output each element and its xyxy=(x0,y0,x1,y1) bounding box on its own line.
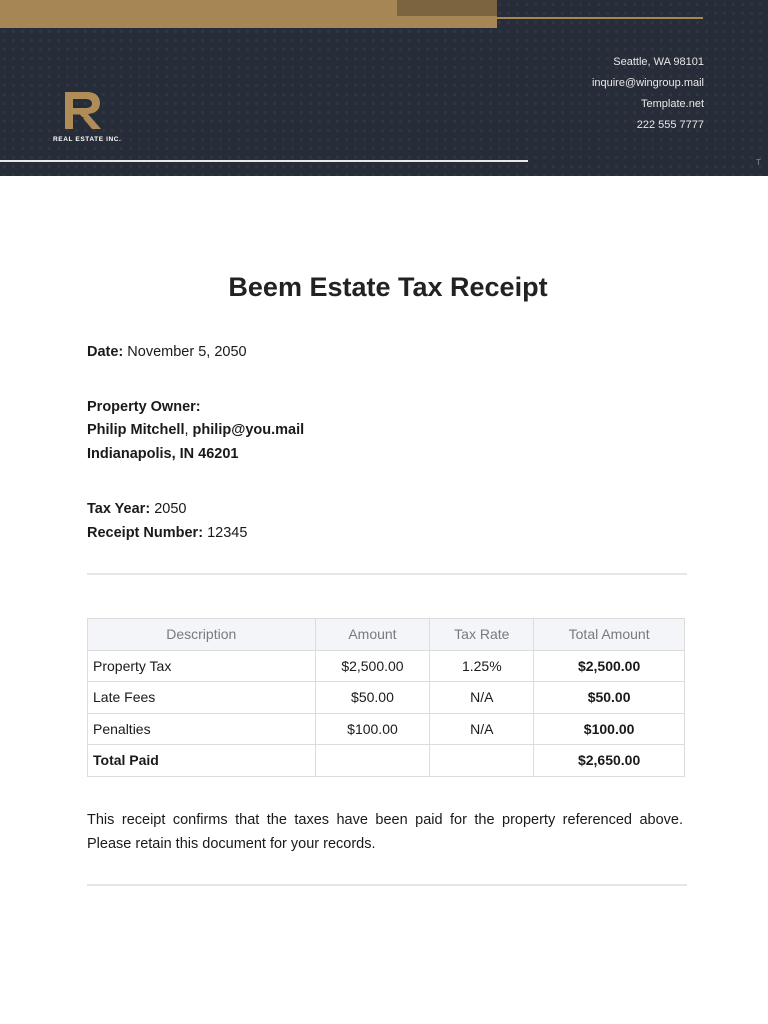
owner-name: Philip Mitchell xyxy=(87,422,185,438)
letterhead-header xyxy=(0,0,768,176)
date-label: Date: xyxy=(87,344,124,360)
row-description: Penalties xyxy=(88,713,316,745)
page-title: Beem Estate Tax Receipt xyxy=(228,272,548,302)
section-divider xyxy=(87,573,687,575)
confirmation-note: This receipt confirms that the taxes have been paid for the property referenced above. Please retain this document for your records. xyxy=(87,812,683,852)
tax-year-value: 2050 xyxy=(154,501,187,517)
row-amount: $50.00 xyxy=(315,682,430,714)
contact-website[interactable]: Template.net xyxy=(641,98,704,110)
total-rate-empty xyxy=(430,745,534,777)
row-total-amount: $100.00 xyxy=(534,713,685,745)
tax-year-field xyxy=(87,499,186,519)
owner-address: Indianapolis, IN 46201 xyxy=(87,446,239,462)
tax-receipt-table xyxy=(87,618,685,777)
header-description: Description xyxy=(88,619,316,651)
tax-year-label: Tax Year: xyxy=(87,501,151,517)
logo-text: REAL ESTATE INC. xyxy=(53,136,122,143)
row-amount: $2,500.00 xyxy=(315,650,430,682)
company-logo xyxy=(53,90,125,146)
row-tax-rate: N/A xyxy=(430,682,534,714)
row-total-amount: $50.00 xyxy=(534,682,685,714)
header-divider-line xyxy=(0,160,528,162)
footer-divider xyxy=(87,884,687,886)
row-tax-rate: 1.25% xyxy=(430,650,534,682)
owner-label: Property Owner: xyxy=(87,399,201,415)
gold-accent-shade xyxy=(397,0,497,16)
table-header-row xyxy=(88,619,685,651)
table-row xyxy=(88,650,685,682)
r-monogram-icon xyxy=(63,90,109,132)
total-paid-value: $2,650.00 xyxy=(534,745,685,777)
contact-info xyxy=(592,52,704,136)
template-mark: T xyxy=(756,158,761,167)
row-description: Property Tax xyxy=(88,650,316,682)
header-tax-rate: Tax Rate xyxy=(430,619,534,651)
header-amount: Amount xyxy=(315,619,430,651)
receipt-number-value: 12345 xyxy=(207,525,248,541)
date-value: November 5, 2050 xyxy=(127,344,247,360)
date-field xyxy=(87,342,247,362)
gold-accent-line xyxy=(497,17,703,19)
row-total-amount: $2,500.00 xyxy=(534,650,685,682)
table-row xyxy=(88,713,685,745)
contact-address: Seattle, WA 98101 xyxy=(613,56,704,68)
owner-email: philip@you.mail xyxy=(192,422,305,438)
total-row xyxy=(88,745,685,777)
table-row xyxy=(88,682,685,714)
receipt-number-field xyxy=(87,523,247,543)
contact-email[interactable]: inquire@wingroup.mail xyxy=(591,77,704,89)
owner-contact: Philip Mitchell, philip@you.mail xyxy=(87,422,305,438)
contact-phone: 222 555 7777 xyxy=(636,119,704,131)
row-tax-rate: N/A xyxy=(430,713,534,745)
row-amount: $100.00 xyxy=(315,713,430,745)
total-amount-empty xyxy=(315,745,430,777)
receipt-number-label: Receipt Number: xyxy=(87,525,204,541)
header-total-amount: Total Amount xyxy=(534,619,685,651)
total-label: Total Paid xyxy=(88,745,316,777)
row-description: Late Fees xyxy=(88,682,316,714)
